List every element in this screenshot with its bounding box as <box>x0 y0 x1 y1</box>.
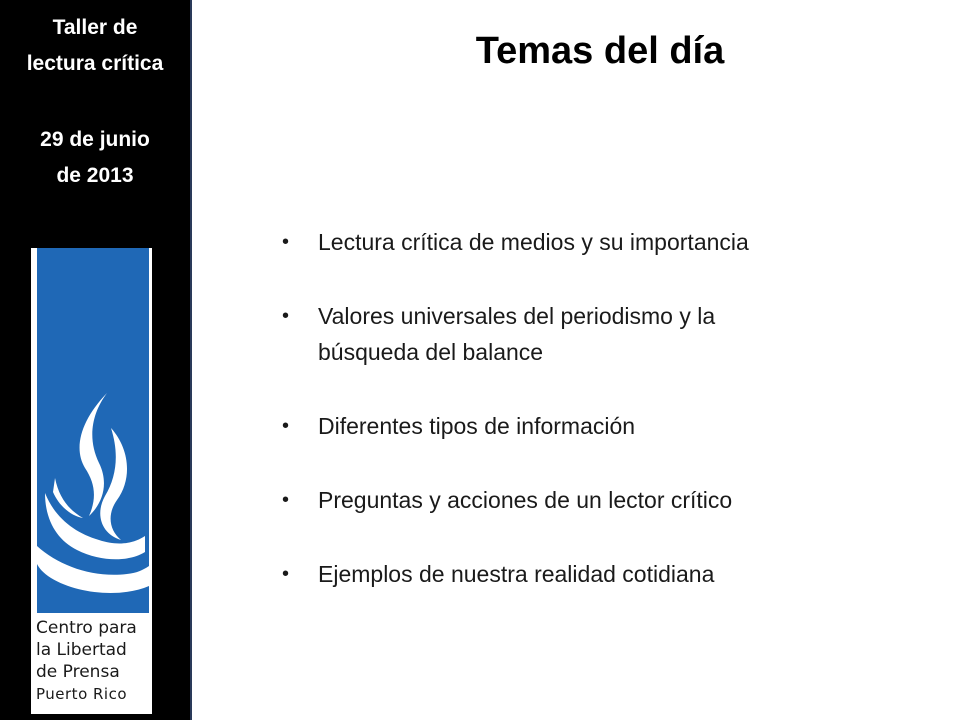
flame-logo-icon <box>37 248 149 613</box>
logo-wordmark <box>36 617 151 705</box>
workshop-title <box>0 10 190 82</box>
list-item <box>282 224 882 260</box>
workshop-date <box>0 122 190 194</box>
workshop-date-line1: 29 de junio <box>40 128 150 151</box>
list-item <box>282 556 882 592</box>
logo-text-line1: Centro para <box>36 618 137 638</box>
workshop-title-line1: Taller de <box>52 16 138 39</box>
list-item-text: Diferentes tipos de información <box>318 413 636 439</box>
bullet-icon: • <box>282 231 290 253</box>
list-item-text-continued: búsqueda del balance <box>318 339 544 365</box>
organization-logo <box>31 248 152 714</box>
sidebar <box>0 0 192 720</box>
workshop-title-line2: lectura crítica <box>26 52 164 75</box>
list-item-text: Valores universales del periodismo y la <box>318 303 716 329</box>
list-item-text: Lectura crítica de medios y su importancia <box>318 229 749 255</box>
logo-text-line3: de Prensa <box>36 662 120 682</box>
bullet-icon: • <box>282 305 290 327</box>
slide-title: Temas del día <box>475 30 725 72</box>
logo-text-line2: la Libertad <box>36 640 127 660</box>
bullet-icon: • <box>282 415 290 437</box>
workshop-date-line2: de 2013 <box>56 164 134 187</box>
list-item-text: Ejemplos de nuestra realidad cotidiana <box>318 561 715 587</box>
list-item-text: Preguntas y acciones de un lector crítico <box>318 487 733 513</box>
list-item <box>282 298 882 370</box>
bullet-icon: • <box>282 489 290 511</box>
bullet-icon: • <box>282 563 290 585</box>
topics-list <box>282 224 882 592</box>
logo-text-line4: Puerto Rico <box>36 685 128 703</box>
list-item <box>282 408 882 444</box>
list-item <box>282 482 882 518</box>
